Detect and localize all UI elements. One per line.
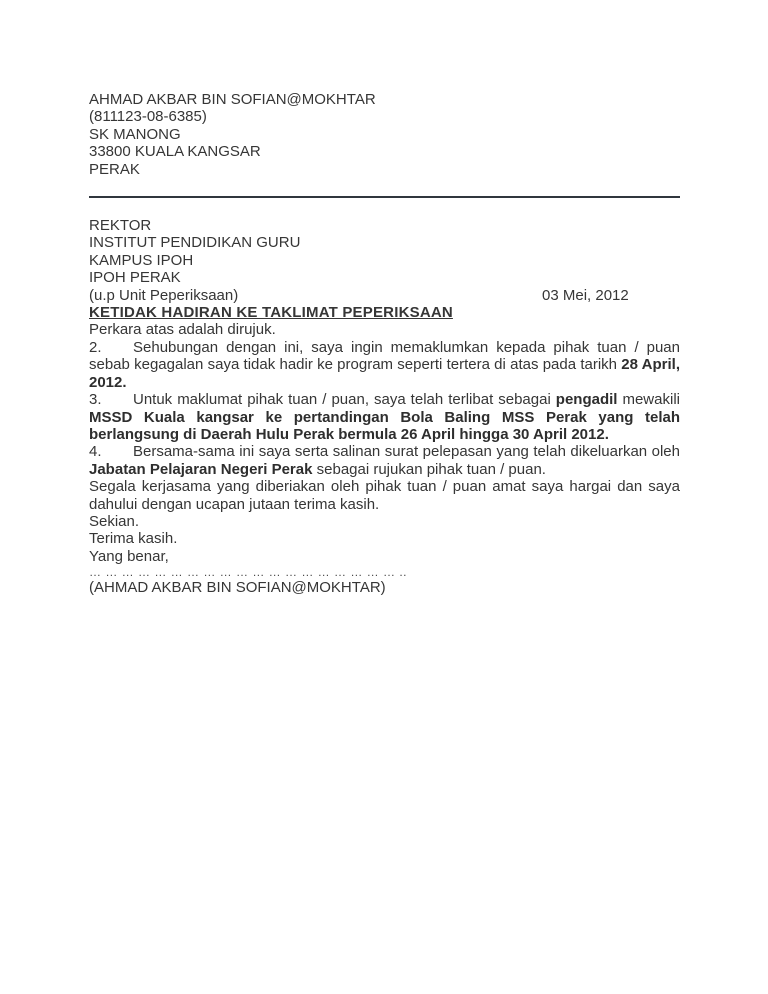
paragraph-4-text-2: sebagai rujukan pihak tuan / puan.: [312, 460, 546, 478]
signature-name: (AHMAD AKBAR BIN SOFIAN@MOKHTAR): [89, 579, 386, 597]
sender-name: AHMAD AKBAR BIN SOFIAN@MOKHTAR: [89, 91, 376, 108]
recipient-institute: INSTITUT PENDIDIKAN GURU: [89, 234, 301, 252]
recipient-city: IPOH PERAK: [89, 269, 181, 287]
thanks-line: Terima kasih.: [89, 530, 178, 548]
sekian-line: Sekian.: [89, 512, 140, 530]
closing-paragraph: Segala kerjasama yang diberiakan oleh pihak tuan / puan amat saya hargai dan saya dahului dengan ucapan jutaan terima kasih.: [89, 478, 680, 513]
paragraph-3: [89, 391, 680, 443]
paragraph-2-bold-date: 28 April, 2012.: [89, 356, 680, 391]
letter-content: [89, 91, 680, 597]
attention-line: [89, 287, 680, 304]
intro-paragraph: Perkara atas adalah dirujuk.: [89, 321, 276, 339]
yours-truly-line: Yang benar,: [89, 547, 169, 565]
paragraph-2-number: 2.: [89, 338, 102, 356]
paragraph-4: [89, 443, 680, 478]
paragraph-3-text-1: Untuk maklumat pihak tuan / puan, saya telah terlibat sebagai: [133, 391, 556, 409]
paragraph-3-number: 3.: [89, 391, 102, 409]
subject-line: KETIDAK HADIRAN KE TAKLIMAT PEPERIKSAAN: [89, 304, 453, 322]
paragraph-4-text-1: Bersama-sama ini saya serta salinan surat pelepasan yang telah dikeluarkan oleh: [133, 443, 680, 461]
paragraph-2: [89, 339, 680, 391]
paragraph-3-bold-role: pengadil: [555, 391, 618, 409]
sender-school: SK MANONG: [89, 125, 181, 143]
paragraph-3-text-2: mewakili: [617, 391, 680, 409]
paragraph-4-bold-department: Jabatan Pelajaran Negeri Perak: [89, 460, 313, 478]
sender-city: 33800 KUALA KANGSAR: [89, 143, 261, 161]
signature-dotted-line: … … … … … … … … … … … … … … … … … … … ..: [89, 565, 408, 580]
paragraph-2-text: Sehubungan dengan ini, saya ingin memaklumkan kepada pihak tuan / puan sebab kegagalan saya tidak hadir ke program seperti tertera di atas pada tarikh: [89, 338, 680, 374]
sender-address: [89, 91, 680, 178]
letter-date: 03 Mei, 2012: [542, 286, 629, 304]
attention-text: (u.p Unit Peperiksaan): [89, 286, 239, 304]
paragraph-3-bold-event: MSSD Kuala kangsar ke pertandingan Bola Baling MSS Perak yang telah berlangsung di Daerah Hulu Perak bermula 26 April hingga 30 April 2012.: [89, 408, 680, 443]
recipient-campus: KAMPUS IPOH: [89, 251, 194, 269]
recipient-address: [89, 217, 680, 304]
sender-state: PERAK: [89, 160, 140, 178]
sender-id-number: (811123-08-6385): [89, 108, 207, 126]
paragraph-4-number: 4.: [89, 443, 102, 461]
divider-line: [89, 196, 680, 198]
recipient-title: REKTOR: [89, 217, 152, 235]
